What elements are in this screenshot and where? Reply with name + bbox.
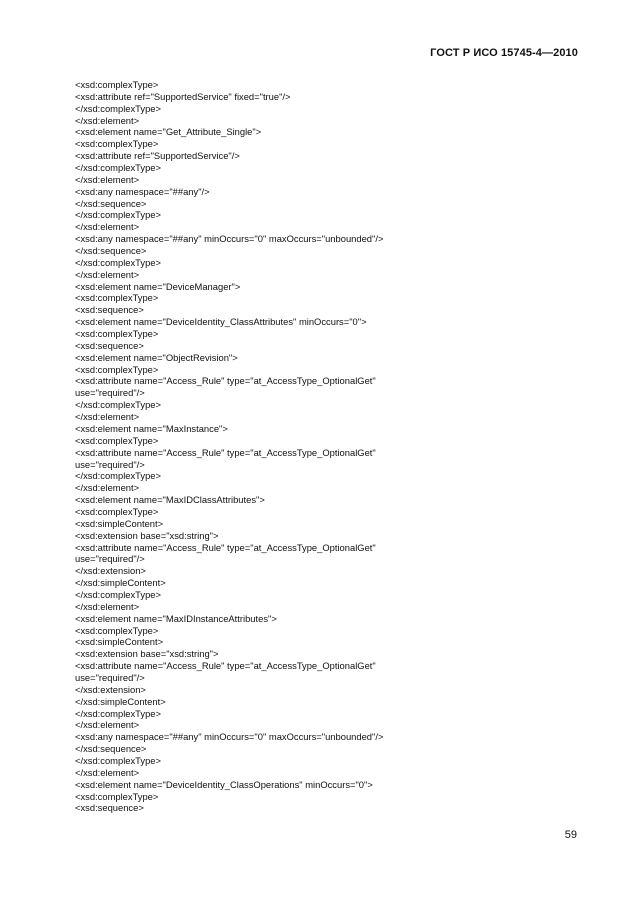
code-line: </xsd:extension>	[75, 683, 146, 695]
code-line: </xsd:complexType>	[75, 470, 161, 482]
code-line: <xsd:sequence>	[75, 339, 144, 351]
code-line: </xsd:complexType>	[75, 162, 161, 174]
code-line: </xsd:complexType>	[75, 256, 161, 268]
code-line: <xsd:attribute name="Access_Rule" type="at_AccessType_OptionalGet"	[75, 446, 376, 458]
code-line: <xsd:element name="DeviceIdentity_ClassOperations" minOccurs="0">	[75, 778, 373, 790]
code-line: <xsd:complexType>	[75, 434, 159, 446]
code-line: <xsd:complexType>	[75, 79, 159, 90]
code-line: </xsd:complexType>	[75, 209, 161, 221]
code-line: <xsd:attribute ref="SupportedService"/>	[75, 150, 240, 162]
code-line: <xsd:attribute ref="SupportedService" fixed="true"/>	[75, 90, 291, 102]
code-line: </xsd:complexType>	[75, 102, 161, 114]
code-line: </xsd:simpleContent>	[75, 577, 166, 589]
code-line: use="required"/>	[75, 387, 145, 399]
code-line: use="required"/>	[75, 458, 145, 470]
code-line: <xsd:complexType>	[75, 505, 159, 517]
code-line: use="required"/>	[75, 671, 145, 683]
xml-schema-listing	[75, 79, 575, 814]
code-line: use="required"/>	[75, 553, 145, 565]
code-line: <xsd:simpleContent>	[75, 517, 164, 529]
code-line: <xsd:any namespace="##any"/>	[75, 185, 210, 197]
code-line: </xsd:sequence>	[75, 743, 147, 755]
code-line: <xsd:complexType>	[75, 363, 159, 375]
code-line: </xsd:element>	[75, 173, 140, 185]
code-line: </xsd:extension>	[75, 565, 146, 577]
code-line: <xsd:element name="DeviceManager">	[75, 280, 241, 292]
code-line: <xsd:element name="DeviceIdentity_ClassAttributes" minOccurs="0">	[75, 316, 367, 328]
code-line: <xsd:extension base="xsd:string">	[75, 529, 219, 541]
code-line: </xsd:element>	[75, 221, 140, 233]
code-line: </xsd:element>	[75, 719, 140, 731]
code-line: <xsd:sequence>	[75, 304, 144, 316]
code-line: <xsd:attribute name="Access_Rule" type="at_AccessType_OptionalGet"	[75, 375, 376, 387]
code-line: <xsd:complexType>	[75, 790, 159, 802]
code-line: </xsd:simpleContent>	[75, 695, 166, 707]
code-line: <xsd:any namespace="##any" minOccurs="0" maxOccurs="unbounded"/>	[75, 233, 384, 245]
code-line: </xsd:element>	[75, 600, 140, 612]
code-line: <xsd:element name="MaxInstance">	[75, 422, 228, 434]
code-line: </xsd:sequence>	[75, 245, 147, 257]
code-line: </xsd:element>	[75, 268, 140, 280]
standard-designation: ГОСТ Р ИСО 15745-4—2010	[430, 47, 578, 59]
code-line: <xsd:complexType>	[75, 328, 159, 340]
code-line: <xsd:sequence>	[75, 802, 144, 814]
code-line: <xsd:any namespace="##any" minOccurs="0" maxOccurs="unbounded"/>	[75, 731, 384, 743]
code-line: <xsd:element name="ObjectRevision">	[75, 351, 238, 363]
code-line: <xsd:extension base="xsd:string">	[75, 648, 219, 660]
code-line: </xsd:complexType>	[75, 754, 161, 766]
code-line: </xsd:complexType>	[75, 588, 161, 600]
code-line: </xsd:element>	[75, 482, 140, 494]
code-line: </xsd:complexType>	[75, 707, 161, 719]
code-line: <xsd:attribute name="Access_Rule" type="at_AccessType_OptionalGet"	[75, 541, 376, 553]
code-line: <xsd:attribute name="Access_Rule" type="at_AccessType_OptionalGet"	[75, 660, 376, 672]
page-number: 59	[564, 829, 577, 841]
code-line: </xsd:sequence>	[75, 197, 147, 209]
code-line: </xsd:element>	[75, 114, 140, 126]
code-line: </xsd:element>	[75, 766, 140, 778]
code-line: <xsd:simpleContent>	[75, 636, 164, 648]
code-line: <xsd:element name="MaxIDClassAttributes">	[75, 494, 265, 506]
code-line: <xsd:complexType>	[75, 624, 159, 636]
code-line: <xsd:complexType>	[75, 292, 159, 304]
code-line: </xsd:element>	[75, 411, 140, 423]
code-line: <xsd:complexType>	[75, 138, 159, 150]
code-line: <xsd:element name="Get_Attribute_Single">	[75, 126, 262, 138]
code-line: <xsd:element name="MaxIDInstanceAttributes">	[75, 612, 277, 624]
code-line: </xsd:complexType>	[75, 399, 161, 411]
